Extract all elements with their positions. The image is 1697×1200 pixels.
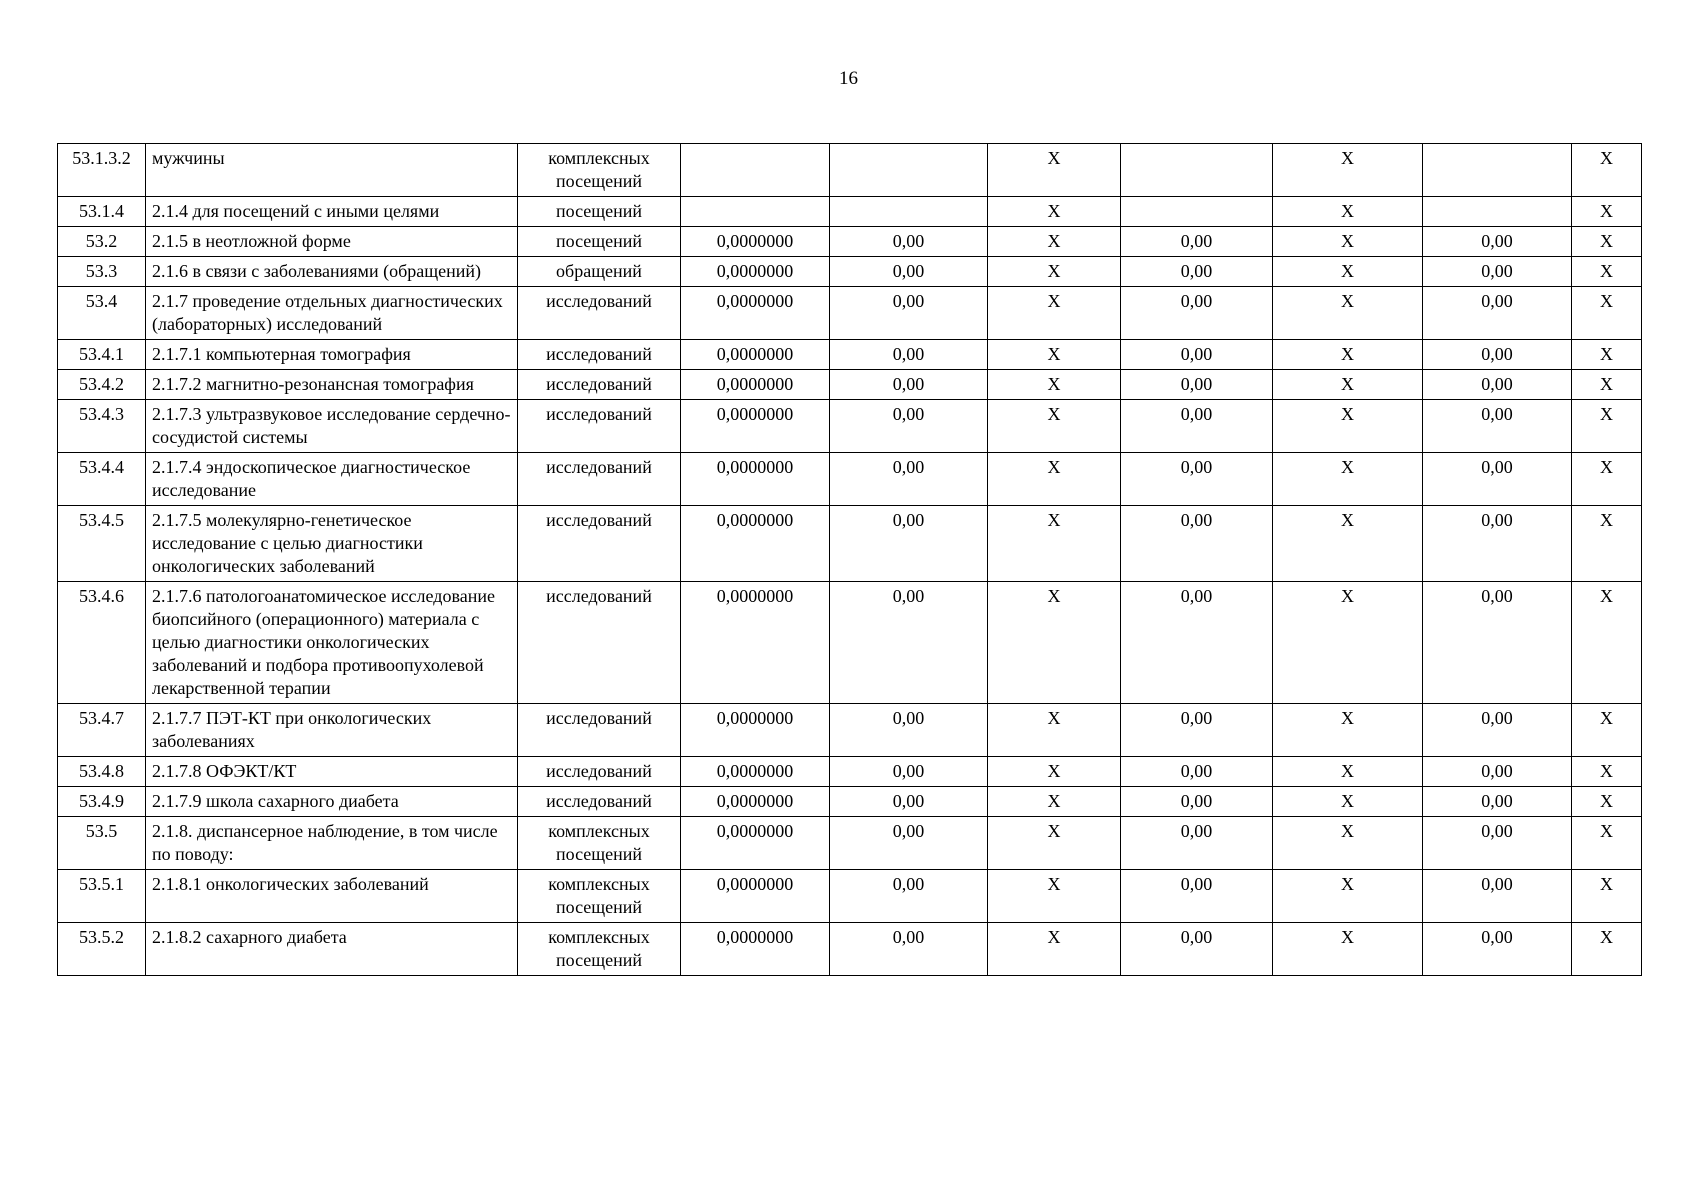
- row-value-cell: 0,00: [1121, 257, 1273, 287]
- row-code-cell: 53.4.5: [58, 506, 146, 582]
- row-value-cell: X: [1273, 453, 1423, 506]
- row-unit-cell: исследований: [518, 506, 681, 582]
- row-value-cell: 0,00: [830, 817, 988, 870]
- row-value-cell: 0,00: [830, 257, 988, 287]
- row-value-cell: 0,0000000: [681, 400, 830, 453]
- row-value-cell: X: [1273, 370, 1423, 400]
- row-value-cell: X: [988, 757, 1121, 787]
- table-row: [58, 227, 1642, 257]
- row-value-cell: X: [1273, 704, 1423, 757]
- row-value-cell: 0,00: [1423, 227, 1572, 257]
- row-value-cell: X: [1572, 870, 1642, 923]
- row-code-cell: 53.4.3: [58, 400, 146, 453]
- row-value-cell: 0,00: [1423, 257, 1572, 287]
- row-value-cell: X: [1273, 197, 1423, 227]
- row-value-cell: 0,00: [830, 287, 988, 340]
- row-value-cell: [830, 197, 988, 227]
- row-value-cell: X: [988, 370, 1121, 400]
- row-value-cell: X: [1273, 400, 1423, 453]
- row-value-cell: X: [1273, 287, 1423, 340]
- row-value-cell: X: [1273, 257, 1423, 287]
- row-value-cell: 0,0000000: [681, 923, 830, 976]
- row-unit-cell: комплексных посещений: [518, 870, 681, 923]
- row-value-cell: 0,0000000: [681, 582, 830, 704]
- row-value-cell: X: [988, 144, 1121, 197]
- table-row: [58, 704, 1642, 757]
- row-value-cell: X: [1273, 506, 1423, 582]
- row-unit-cell: посещений: [518, 227, 681, 257]
- row-unit-cell: исследований: [518, 370, 681, 400]
- row-value-cell: 0,00: [830, 400, 988, 453]
- row-value-cell: 0,00: [830, 704, 988, 757]
- row-code-cell: 53.4.2: [58, 370, 146, 400]
- row-value-cell: X: [1572, 787, 1642, 817]
- table-row: [58, 923, 1642, 976]
- row-name-cell: 2.1.7.8 ОФЭКТ/КТ: [146, 757, 518, 787]
- row-value-cell: X: [1572, 453, 1642, 506]
- table-row: [58, 506, 1642, 582]
- table-row: [58, 400, 1642, 453]
- row-name-cell: 2.1.7.1 компьютерная томография: [146, 340, 518, 370]
- table-row: [58, 257, 1642, 287]
- row-value-cell: 0,00: [1423, 370, 1572, 400]
- row-value-cell: 0,0000000: [681, 787, 830, 817]
- row-value-cell: X: [1273, 817, 1423, 870]
- row-code-cell: 53.4: [58, 287, 146, 340]
- row-value-cell: X: [988, 923, 1121, 976]
- row-code-cell: 53.4.9: [58, 787, 146, 817]
- row-code-cell: 53.4.6: [58, 582, 146, 704]
- row-value-cell: X: [988, 400, 1121, 453]
- row-value-cell: 0,0000000: [681, 506, 830, 582]
- row-unit-cell: обращений: [518, 257, 681, 287]
- row-value-cell: 0,00: [830, 787, 988, 817]
- table-row: [58, 757, 1642, 787]
- row-value-cell: X: [988, 287, 1121, 340]
- row-value-cell: [1423, 197, 1572, 227]
- table-row: [58, 144, 1642, 197]
- row-unit-cell: исследований: [518, 453, 681, 506]
- row-value-cell: X: [988, 704, 1121, 757]
- row-value-cell: 0,00: [1121, 227, 1273, 257]
- table-row: [58, 453, 1642, 506]
- row-value-cell: X: [1273, 227, 1423, 257]
- row-value-cell: 0,0000000: [681, 757, 830, 787]
- row-value-cell: 0,00: [1121, 582, 1273, 704]
- table-row: [58, 287, 1642, 340]
- row-name-cell: 2.1.5 в неотложной форме: [146, 227, 518, 257]
- row-unit-cell: исследований: [518, 757, 681, 787]
- row-value-cell: [1121, 144, 1273, 197]
- row-unit-cell: исследований: [518, 582, 681, 704]
- row-name-cell: мужчины: [146, 144, 518, 197]
- row-value-cell: 0,00: [1423, 787, 1572, 817]
- row-value-cell: 0,00: [830, 227, 988, 257]
- row-code-cell: 53.5: [58, 817, 146, 870]
- row-value-cell: X: [1572, 340, 1642, 370]
- row-value-cell: 0,00: [1121, 870, 1273, 923]
- row-value-cell: 0,0000000: [681, 704, 830, 757]
- row-value-cell: X: [988, 817, 1121, 870]
- row-value-cell: X: [988, 227, 1121, 257]
- table-row: [58, 582, 1642, 704]
- row-unit-cell: исследований: [518, 340, 681, 370]
- row-name-cell: 2.1.7.2 магнитно-резонансная томография: [146, 370, 518, 400]
- row-value-cell: X: [988, 453, 1121, 506]
- row-value-cell: [681, 197, 830, 227]
- row-value-cell: X: [1572, 506, 1642, 582]
- row-value-cell: 0,00: [1423, 582, 1572, 704]
- row-value-cell: 0,00: [1423, 506, 1572, 582]
- row-value-cell: 0,00: [1121, 340, 1273, 370]
- row-value-cell: 0,00: [830, 923, 988, 976]
- row-code-cell: 53.1.4: [58, 197, 146, 227]
- row-value-cell: 0,00: [1121, 287, 1273, 340]
- row-name-cell: 2.1.8. диспансерное наблюдение, в том числе по поводу:: [146, 817, 518, 870]
- row-value-cell: 0,0000000: [681, 227, 830, 257]
- row-value-cell: X: [988, 506, 1121, 582]
- row-value-cell: 0,00: [830, 757, 988, 787]
- row-value-cell: 0,00: [1423, 400, 1572, 453]
- row-code-cell: 53.3: [58, 257, 146, 287]
- row-value-cell: X: [1572, 582, 1642, 704]
- row-value-cell: X: [988, 197, 1121, 227]
- row-value-cell: [1121, 197, 1273, 227]
- row-value-cell: 0,00: [830, 370, 988, 400]
- row-value-cell: X: [1572, 197, 1642, 227]
- data-table: [57, 143, 1642, 976]
- row-value-cell: [681, 144, 830, 197]
- row-value-cell: X: [1273, 923, 1423, 976]
- row-value-cell: 0,00: [1423, 817, 1572, 870]
- row-code-cell: 53.4.8: [58, 757, 146, 787]
- row-value-cell: X: [1572, 287, 1642, 340]
- row-value-cell: X: [1572, 400, 1642, 453]
- row-value-cell: X: [988, 787, 1121, 817]
- row-name-cell: 2.1.7.7 ПЭТ-КТ при онкологических заболеваниях: [146, 704, 518, 757]
- row-value-cell: 0,00: [1121, 506, 1273, 582]
- table-row: [58, 340, 1642, 370]
- row-name-cell: 2.1.7 проведение отдельных диагностических (лабораторных) исследований: [146, 287, 518, 340]
- row-value-cell: [830, 144, 988, 197]
- row-value-cell: X: [988, 582, 1121, 704]
- row-value-cell: 0,0000000: [681, 340, 830, 370]
- row-value-cell: X: [1572, 227, 1642, 257]
- row-unit-cell: исследований: [518, 287, 681, 340]
- row-value-cell: X: [1572, 757, 1642, 787]
- row-value-cell: X: [1273, 870, 1423, 923]
- row-value-cell: 0,0000000: [681, 817, 830, 870]
- row-name-cell: 2.1.8.2 сахарного диабета: [146, 923, 518, 976]
- row-unit-cell: исследований: [518, 704, 681, 757]
- row-value-cell: X: [1273, 582, 1423, 704]
- row-value-cell: X: [1572, 923, 1642, 976]
- row-name-cell: 2.1.7.9 школа сахарного диабета: [146, 787, 518, 817]
- row-value-cell: 0,0000000: [681, 870, 830, 923]
- row-name-cell: 2.1.7.6 патологоанатомическое исследование биопсийного (операционного) материала с целью диагностики онкологических заболеваний и подбора противоопухолевой лекарственной терапии: [146, 582, 518, 704]
- row-unit-cell: комплексных посещений: [518, 144, 681, 197]
- row-value-cell: 0,00: [1121, 923, 1273, 976]
- row-value-cell: 0,00: [1423, 340, 1572, 370]
- row-value-cell: 0,00: [830, 340, 988, 370]
- row-value-cell: X: [1273, 757, 1423, 787]
- row-unit-cell: исследований: [518, 400, 681, 453]
- row-code-cell: 53.5.1: [58, 870, 146, 923]
- row-name-cell: 2.1.7.4 эндоскопическое диагностическое исследование: [146, 453, 518, 506]
- row-value-cell: 0,0000000: [681, 453, 830, 506]
- row-value-cell: X: [1572, 370, 1642, 400]
- page-number: 16: [839, 68, 858, 89]
- row-value-cell: X: [988, 340, 1121, 370]
- row-value-cell: 0,00: [1121, 704, 1273, 757]
- table-body: [58, 144, 1642, 976]
- row-value-cell: X: [1273, 144, 1423, 197]
- row-unit-cell: комплексных посещений: [518, 817, 681, 870]
- table-row: [58, 817, 1642, 870]
- row-value-cell: 0,00: [1121, 453, 1273, 506]
- row-value-cell: 0,00: [830, 506, 988, 582]
- row-value-cell: 0,00: [1423, 453, 1572, 506]
- table-row: [58, 787, 1642, 817]
- row-code-cell: 53.4.1: [58, 340, 146, 370]
- row-value-cell: 0,00: [830, 453, 988, 506]
- row-value-cell: [1423, 144, 1572, 197]
- row-code-cell: 53.4.4: [58, 453, 146, 506]
- row-name-cell: 2.1.8.1 онкологических заболеваний: [146, 870, 518, 923]
- row-name-cell: 2.1.6 в связи с заболеваниями (обращений): [146, 257, 518, 287]
- row-name-cell: 2.1.4 для посещений с иными целями: [146, 197, 518, 227]
- row-value-cell: X: [988, 870, 1121, 923]
- table-row: [58, 370, 1642, 400]
- row-value-cell: 0,00: [1423, 870, 1572, 923]
- row-value-cell: 0,00: [1121, 817, 1273, 870]
- row-value-cell: 0,00: [1121, 400, 1273, 453]
- row-value-cell: X: [988, 257, 1121, 287]
- table-row: [58, 197, 1642, 227]
- row-value-cell: 0,00: [1121, 370, 1273, 400]
- row-unit-cell: посещений: [518, 197, 681, 227]
- row-name-cell: 2.1.7.5 молекулярно-генетическое исследование с целью диагностики онкологических заболеваний: [146, 506, 518, 582]
- row-value-cell: 0,00: [830, 870, 988, 923]
- table-row: [58, 870, 1642, 923]
- row-value-cell: 0,00: [1423, 757, 1572, 787]
- row-value-cell: 0,00: [1423, 287, 1572, 340]
- row-code-cell: 53.2: [58, 227, 146, 257]
- row-value-cell: 0,00: [1423, 923, 1572, 976]
- row-value-cell: 0,00: [1121, 787, 1273, 817]
- row-code-cell: 53.5.2: [58, 923, 146, 976]
- row-value-cell: 0,00: [1423, 704, 1572, 757]
- row-unit-cell: исследований: [518, 787, 681, 817]
- row-value-cell: 0,0000000: [681, 287, 830, 340]
- row-value-cell: X: [1572, 144, 1642, 197]
- row-code-cell: 53.4.7: [58, 704, 146, 757]
- row-value-cell: X: [1273, 787, 1423, 817]
- row-value-cell: 0,00: [1121, 757, 1273, 787]
- row-value-cell: 0,0000000: [681, 370, 830, 400]
- row-value-cell: X: [1273, 340, 1423, 370]
- row-value-cell: X: [1572, 817, 1642, 870]
- row-code-cell: 53.1.3.2: [58, 144, 146, 197]
- row-value-cell: 0,0000000: [681, 257, 830, 287]
- row-name-cell: 2.1.7.3 ультразвуковое исследование сердечно-сосудистой системы: [146, 400, 518, 453]
- row-value-cell: 0,00: [830, 582, 988, 704]
- row-unit-cell: комплексных посещений: [518, 923, 681, 976]
- row-value-cell: X: [1572, 257, 1642, 287]
- row-value-cell: X: [1572, 704, 1642, 757]
